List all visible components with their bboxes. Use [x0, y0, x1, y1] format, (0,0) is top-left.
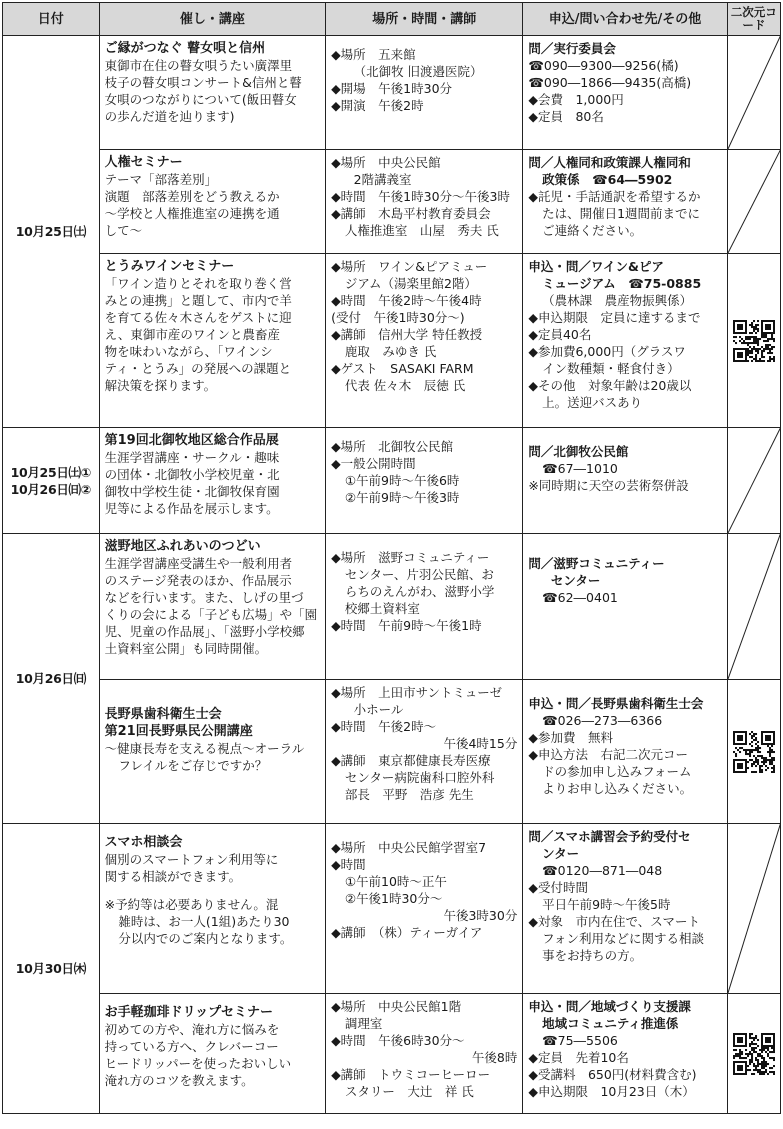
contact-cell: 申込・問／地域づくり支援課 地域コミュニティ推進係 ☎75―5506 ◆定員 先着10名 ◆受講料 650円(材料費含む) ◆申込期限 10月23日（木） — [523, 994, 727, 1114]
contact-cell: 申込・問／ワイン&ピア ミュージアム ☎75-0885 （農林課 農産物振興係） ◆申込期限 定員に達するまで ◆定員40名 ◆参加費6,000円（グラスワ イン数種類・軽食付き） ◆その他 対象年齢は20歳以 上。送迎バスあり — [523, 254, 727, 428]
header-place: 場所・時間・講師 — [326, 3, 523, 36]
contact-cell: 問／人権同和政策課人権同和 政策係 ☎64―5902 ◆託児・手話通訳を希望するか たは、開催日1週間前までに ご連絡ください。 — [523, 150, 727, 254]
header-row — [3, 3, 781, 36]
event-title: 滋野地区ふれあいのつどい — [104, 539, 261, 554]
qr-cell — [727, 680, 780, 824]
contact-cell: 問／スマホ講習会予約受付セ ンター ☎0120―871―048 ◆受付時間 平日午前9時～午後5時 ◆対象 市内在住で、スマート フォン利用などに関する相談 事をお持ちの方。 — [523, 824, 727, 994]
date-cell: 10月30日㈭ — [3, 824, 100, 1114]
header-qr: 二次元コード — [727, 3, 780, 36]
table-row — [3, 150, 781, 254]
qr-code-icon[interactable] — [733, 320, 775, 362]
place-cell: ◆場所 中央公民館1階 調理室 ◆時間 午後6時30分～ 午後8時 ◆講師 トウミコーヒーロー スタリー 大辻 祥 氏 — [326, 994, 523, 1114]
qr-code-icon[interactable] — [733, 1033, 775, 1075]
place-cell: ◆場所 中央公民館学習室7 ◆時間 ①午前10時～正午 ②午後1時30分～ 午後3時30分 ◆講師 （株）ティーガイア — [326, 824, 523, 994]
contact-cell: 申込・問／長野県歯科衛生士会 ☎026―273―6366 ◆参加費 無料 ◆申込方法 右記二次元コー ドの参加申し込みフォーム よりお申し込みください。 — [523, 680, 727, 824]
table-row — [3, 680, 781, 824]
place-cell: ◆場所 滋野コミュニティー センター、片羽公民館、お らちのえんがわ、滋野小学 校郷土資料室 ◆時間 午前9時～午後1時 — [326, 534, 523, 680]
table-row — [3, 994, 781, 1114]
header-contact: 申込/問い合わせ先/その他 — [523, 3, 727, 36]
event-cell: 第19回北御牧地区総合作品展 生涯学習講座・サークル・趣味 の団体・北御牧小学校児童・北 御牧中学校生徒・北御牧保育園 児等による作品を展示します。 — [99, 428, 325, 534]
event-cell: お手軽珈琲ドリップセミナー 初めての方や、淹れ方に悩みを 持っている方へ、クレバーコー ヒードリッパーを使ったおいしい 淹れ方のコツを教えます。 — [99, 994, 325, 1114]
qr-cell — [727, 994, 780, 1114]
table-row — [3, 36, 781, 150]
qr-cell — [727, 36, 780, 150]
event-cell: ご縁がつなぐ 瞽女唄と信州 東御市在住の瞽女唄うたい廣澤里 枝子の瞽女唄コンサート&信州と瞽 女唄のつながりについて(飯田瞽女 の歩んだ道を辿ります) — [99, 36, 325, 150]
qr-cell — [727, 428, 780, 534]
contact-cell: 問／北御牧公民館 ☎67―1010 ※同時期に天空の芸術祭併設 — [523, 428, 727, 534]
place-cell: ◆場所 北御牧公民館 ◆一般公開時間 ①午前9時～午後6時 ②午前9時～午後3時 — [326, 428, 523, 534]
date-cell: 10月26日㈰ — [3, 534, 100, 824]
qr-cell — [727, 824, 780, 994]
no-code-slash-icon — [728, 36, 780, 149]
event-cell: 人権セミナー テーマ「部落差別」 演題 部落差別をどう教えるか ～学校と人権推進室の連携を通 して～ — [99, 150, 325, 254]
no-code-slash-icon — [728, 150, 780, 253]
date-cell: 10月25日㈯ — [3, 36, 100, 428]
event-title: ご縁がつなぐ 瞽女唄と信州 — [104, 41, 266, 56]
event-cell: スマホ相談会 個別のスマートフォン利用等に 関する相談ができます。 ※予約等は必要ありません。混 雑時は、お一人(1組)あたり30 分以内でのご案内となります。 — [99, 824, 325, 994]
no-code-slash-icon — [728, 534, 780, 679]
qr-code-icon[interactable] — [733, 731, 775, 773]
event-cell: 長野県歯科衛生士会 第21回長野県民公開講座 ～健康長寿を支える視点～オーラル フレイルをご存じですか？ — [99, 680, 325, 824]
contact-cell: 問／実行委員会 ☎090―9300―9256(橘) ☎090―1866―9435(高橋) ◆会費 1,000円 ◆定員 80名 — [523, 36, 727, 150]
place-cell: ◆場所 ワイン&ピアミュー ジアム（湯楽里館2階） ◆時間 午後2時～午後4時 (受付 午後1時30分～) ◆講師 信州大学 特任教授 鹿取 みゆき 氏 ◆ゲスト SASAKI FARM 代表 佐々木 辰徳 氏 — [326, 254, 523, 428]
qr-cell — [727, 254, 780, 428]
table-row — [3, 428, 781, 534]
event-title: 長野県歯科衛生士会 第21回長野県民公開講座 — [104, 707, 253, 739]
qr-cell — [727, 534, 780, 680]
qr-cell — [727, 150, 780, 254]
event-title: 人権セミナー — [104, 155, 183, 170]
place-cell: ◆場所 五来館 （北御牧 旧渡邉医院） ◆開場 午後1時30分 ◆開演 午後2時 — [326, 36, 523, 150]
table-row — [3, 824, 781, 994]
table-row — [3, 254, 781, 428]
event-title: スマホ相談会 — [104, 835, 183, 850]
event-cell: 滋野地区ふれあいのつどい 生涯学習講座受講生や一般利用者 のステージ発表のほか、作品展示 などを行います。また、しげの里づ くりの会による「子ども広場」や「園 児、児童の作品展」、「滋野小学校郷 土資料室公開」も同時開催。 — [99, 534, 325, 680]
table-row — [3, 534, 781, 680]
place-cell: ◆場所 中央公民館 2階講義室 ◆時間 午後1時30分～午後3時 ◆講師 木島平村教育委員会 人権推進室 山屋 秀夫 氏 — [326, 150, 523, 254]
event-cell: とうみワインセミナー 「ワイン造りとそれを取り巻く営 みとの連携」と題して、市内で羊 を育てる佐々木さんをゲストに迎 え、東御市産のワインと農畜産 物を味わいながら、「ワインシ ティ・とうみ」の発展への課題と 解決策を探ります。 — [99, 254, 325, 428]
place-cell: ◆場所 上田市サントミューゼ 小ホール ◆時間 午後2時～ 午後4時15分 ◆講師 東京都健康長寿医療 センター病院歯科口腔外科 部長 平野 浩彦 先生 — [326, 680, 523, 824]
date-cell: 10月25日㈯① 10月26日㈰② — [3, 428, 100, 534]
no-code-slash-icon — [728, 428, 780, 533]
event-title: 第19回北御牧地区総合作品展 — [104, 433, 279, 448]
contact-cell: 問／滋野コミュニティー センター ☎62―0401 — [523, 534, 727, 680]
event-title: お手軽珈琲ドリップセミナー — [104, 1005, 273, 1020]
header-date: 日付 — [3, 3, 100, 36]
event-title: とうみワインセミナー — [104, 259, 235, 274]
header-event: 催し・講座 — [99, 3, 325, 36]
events-table — [2, 2, 781, 1114]
no-code-slash-icon — [728, 824, 780, 993]
